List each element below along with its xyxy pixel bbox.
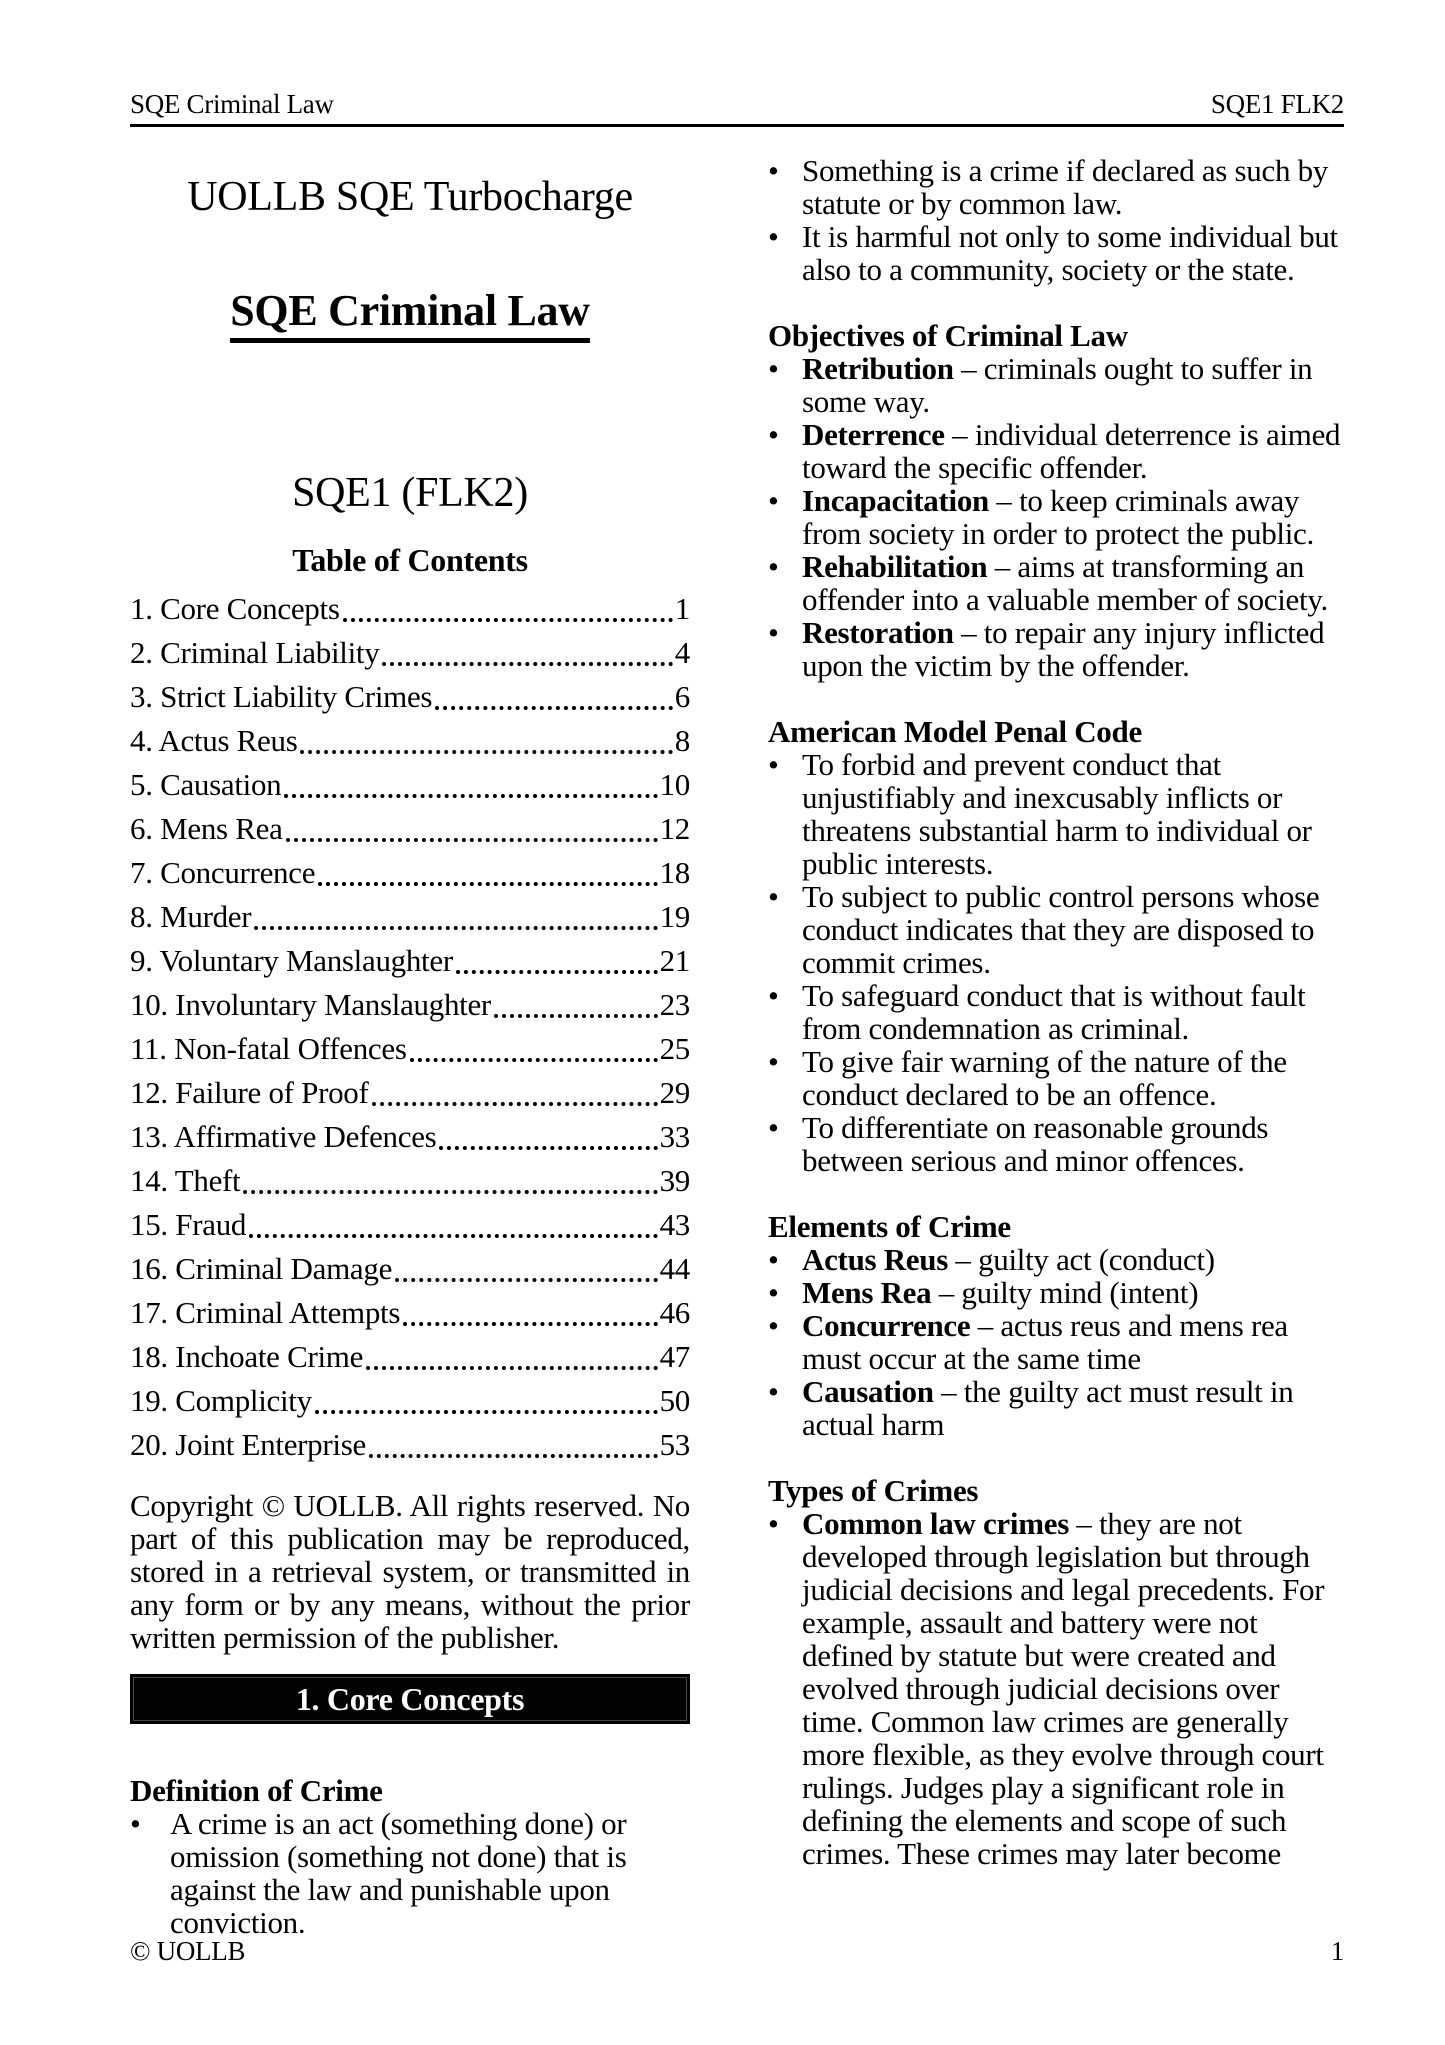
dot-leader — [372, 1102, 658, 1106]
header-left-title: SQE Criminal Law — [130, 89, 334, 119]
list-item-text: A crime is an act (something done) or omission (something not done) that is against the law and punishable upon conviction. — [170, 1806, 627, 1940]
bullet-icon: • — [768, 1242, 779, 1277]
list-item — [768, 220, 1344, 286]
dot-leader — [243, 1190, 657, 1194]
series-title: UOLLB SQE Turbocharge — [187, 174, 633, 220]
bullet-icon: • — [768, 978, 779, 1013]
term-lead: Common law crimes — [802, 1506, 1069, 1541]
bullet-icon: • — [130, 1806, 141, 1841]
toc-entry: 4. Actus Reus 8 — [130, 723, 690, 758]
list-item-text: Causation – the guilty act must result in actual harm — [802, 1374, 1294, 1442]
list-item — [768, 352, 1344, 418]
heading-types-of-crimes: Types of Crimes — [768, 1473, 979, 1508]
heading-american-model-penal-code: American Model Penal Code — [768, 714, 1142, 749]
list-item-text: Actus Reus – guilty act (conduct) — [802, 1242, 1215, 1277]
dot-leader — [439, 1146, 657, 1150]
list-item-text: Concurrence – actus reus and mens rea must occur at the same time — [802, 1308, 1288, 1376]
term-lead: Mens Rea — [802, 1275, 932, 1310]
header-right-title: SQE1 FLK2 — [1210, 89, 1344, 119]
term-lead: Causation — [802, 1374, 934, 1409]
page-number: 1 — [1330, 1936, 1344, 1966]
table-of-contents — [130, 587, 690, 1467]
list-item-text: To safeguard conduct that is without fault from condemnation as criminal. — [802, 978, 1306, 1046]
bullet-icon: • — [768, 615, 779, 650]
heading-objectives-of-criminal-law: Objectives of Criminal Law — [768, 318, 1128, 353]
toc-entry: 2. Criminal Liability 4 — [130, 635, 690, 670]
dot-leader — [403, 1322, 657, 1326]
toc-entry: 6. Mens Rea 12 — [130, 811, 690, 846]
toc-entry: 14. Theft 39 — [130, 1163, 690, 1198]
list-item — [768, 1375, 1344, 1441]
list-item-text: Something is a crime if declared as such by statute or by common law. — [802, 153, 1328, 221]
list-item — [768, 154, 1344, 220]
dot-leader — [456, 970, 658, 974]
toc-entry: 3. Strict Liability Crimes 6 — [130, 679, 690, 714]
dot-leader — [366, 1366, 658, 1370]
dot-leader — [284, 794, 657, 798]
bullet-icon: • — [768, 1506, 779, 1541]
right-column — [768, 154, 1344, 1939]
list-item — [768, 880, 1344, 979]
header-rule — [130, 124, 1344, 127]
bullet-icon: • — [768, 1044, 779, 1079]
list-item — [768, 484, 1344, 550]
list-item — [768, 1243, 1344, 1276]
list-item — [768, 1111, 1344, 1177]
toc-entry: 10. Involuntary Manslaughter 23 — [130, 987, 690, 1022]
list-item-text: Retribution – criminals ought to suffer in some way. — [802, 351, 1313, 419]
list-item — [768, 748, 1344, 880]
bullet-icon: • — [768, 1308, 779, 1343]
list-item-text: Deterrence – individual deterrence is aimed toward the specific offender. — [802, 417, 1341, 485]
bullet-icon: • — [768, 747, 779, 782]
dot-leader — [318, 882, 657, 886]
dot-leader — [435, 706, 673, 710]
dot-leader — [249, 1234, 657, 1238]
list-item-text: To subject to public control persons whose conduct indicates that they are disposed to commit crimes. — [802, 879, 1320, 980]
bullet-icon: • — [768, 1374, 779, 1409]
bullet-icon: • — [768, 351, 779, 386]
toc-entry: 15. Fraud 43 — [130, 1207, 690, 1242]
dot-leader — [315, 1410, 658, 1414]
toc-entry: 13. Affirmative Defences 33 — [130, 1119, 690, 1154]
list-item — [768, 1309, 1344, 1375]
list-item — [768, 1507, 1344, 1870]
toc-entry: 20. Joint Enterprise 53 — [130, 1427, 690, 1462]
term-lead: Restoration — [802, 615, 954, 650]
dot-leader — [369, 1454, 658, 1458]
bullet-icon: • — [768, 1110, 779, 1145]
left-column — [130, 173, 690, 1939]
list-item-text: Rehabilitation – aims at transforming an offender into a valuable member of society. — [802, 549, 1328, 617]
toc-entry: 11. Non-fatal Offences 25 — [130, 1031, 690, 1066]
list-item — [768, 1276, 1344, 1309]
heading-elements-of-crime: Elements of Crime — [768, 1209, 1011, 1244]
copyright-notice: Copyright © UOLLB. All rights reserved. No part of this publication may be reproduced, stored in a retrieval system, or transmitted in any form or by any means, without the prior written permission of the publisher. — [130, 1488, 690, 1655]
list-item-text: To forbid and prevent conduct that unjustifiably and inexcusably inflicts or threatens substantial harm to individual or public interests. — [802, 747, 1312, 881]
bullet-icon: • — [768, 1275, 779, 1310]
heading-definition-of-crime: Definition of Crime — [130, 1773, 383, 1808]
bullet-icon: • — [768, 153, 779, 188]
dot-leader — [382, 662, 672, 666]
list-item-text: Common law crimes – they are not developed through legislation but through judicial decisions and legal precedents. For example, assault and battery were not defined by statute but were created and evolved through judicial decisions over time. Common law crimes are generally more flexible, as they evolve through court rulings. Judges play a significant role in defining the elements and scope of such crimes. These crimes may later become — [802, 1506, 1325, 1871]
footer-copyright: © UOLLB — [130, 1936, 246, 1966]
term-lead: Concurrence — [802, 1308, 971, 1343]
list-item — [768, 550, 1344, 616]
bullet-icon: • — [768, 483, 779, 518]
running-header — [130, 90, 1344, 118]
section-banner-label: 1. Core Concepts — [295, 1680, 525, 1717]
toc-entry: 16. Criminal Damage 44 — [130, 1251, 690, 1286]
toc-entry: 18. Inchoate Crime 47 — [130, 1339, 690, 1374]
term-lead: Deterrence — [802, 417, 945, 452]
toc-entry: 5. Causation 10 — [130, 767, 690, 802]
dot-leader — [410, 1058, 658, 1062]
section-banner — [130, 1674, 690, 1724]
bullet-icon: • — [768, 219, 779, 254]
term-lead: Retribution — [802, 351, 954, 386]
bullet-icon: • — [768, 879, 779, 914]
main-title: SQE Criminal Law — [130, 285, 690, 343]
list-item — [768, 979, 1344, 1045]
toc-entry: 19. Complicity 50 — [130, 1383, 690, 1418]
list-item-text: Restoration – to repair any injury inflicted upon the victim by the offender. — [802, 615, 1325, 683]
dot-leader — [300, 750, 672, 754]
list-item — [768, 418, 1344, 484]
list-item-text: It is harmful not only to some individual but also to a community, society or the state. — [802, 219, 1338, 287]
toc-entry: 8. Murder 19 — [130, 899, 690, 934]
bullet-icon: • — [768, 417, 779, 452]
bullet-icon: • — [768, 549, 779, 584]
dot-leader — [343, 618, 673, 622]
subtitle: SQE1 (FLK2) — [292, 470, 528, 516]
list-item-text: Incapacitation – to keep criminals away from society in order to protect the public. — [802, 483, 1314, 551]
toc-entry: 12. Failure of Proof 29 — [130, 1075, 690, 1110]
list-item-text: To differentiate on reasonable grounds between serious and minor offences. — [802, 1110, 1269, 1178]
column-gap — [690, 173, 768, 1939]
toc-entry: 1. Core Concepts 1 — [130, 591, 690, 626]
two-column-layout — [130, 153, 1344, 1940]
toc-entry: 7. Concurrence 18 — [130, 855, 690, 890]
term-lead: Incapacitation — [802, 483, 989, 518]
dot-leader — [254, 926, 657, 930]
list-item — [768, 616, 1344, 682]
toc-title: Table of Contents — [292, 542, 528, 578]
toc-entry: 17. Criminal Attempts 46 — [130, 1295, 690, 1330]
term-lead: Actus Reus — [802, 1242, 948, 1277]
dot-leader — [286, 838, 658, 842]
list-item-text: To give fair warning of the nature of the conduct declared to be an offence. — [802, 1044, 1287, 1112]
list-item-text: Mens Rea – guilty mind (intent) — [802, 1275, 1199, 1310]
page-footer — [130, 1936, 1344, 1966]
toc-entry: 9. Voluntary Manslaughter 21 — [130, 943, 690, 978]
list-item — [768, 1045, 1344, 1111]
dot-leader — [494, 1014, 658, 1018]
dot-leader — [395, 1278, 658, 1282]
term-lead: Rehabilitation — [802, 549, 988, 584]
list-item — [130, 1807, 690, 1939]
